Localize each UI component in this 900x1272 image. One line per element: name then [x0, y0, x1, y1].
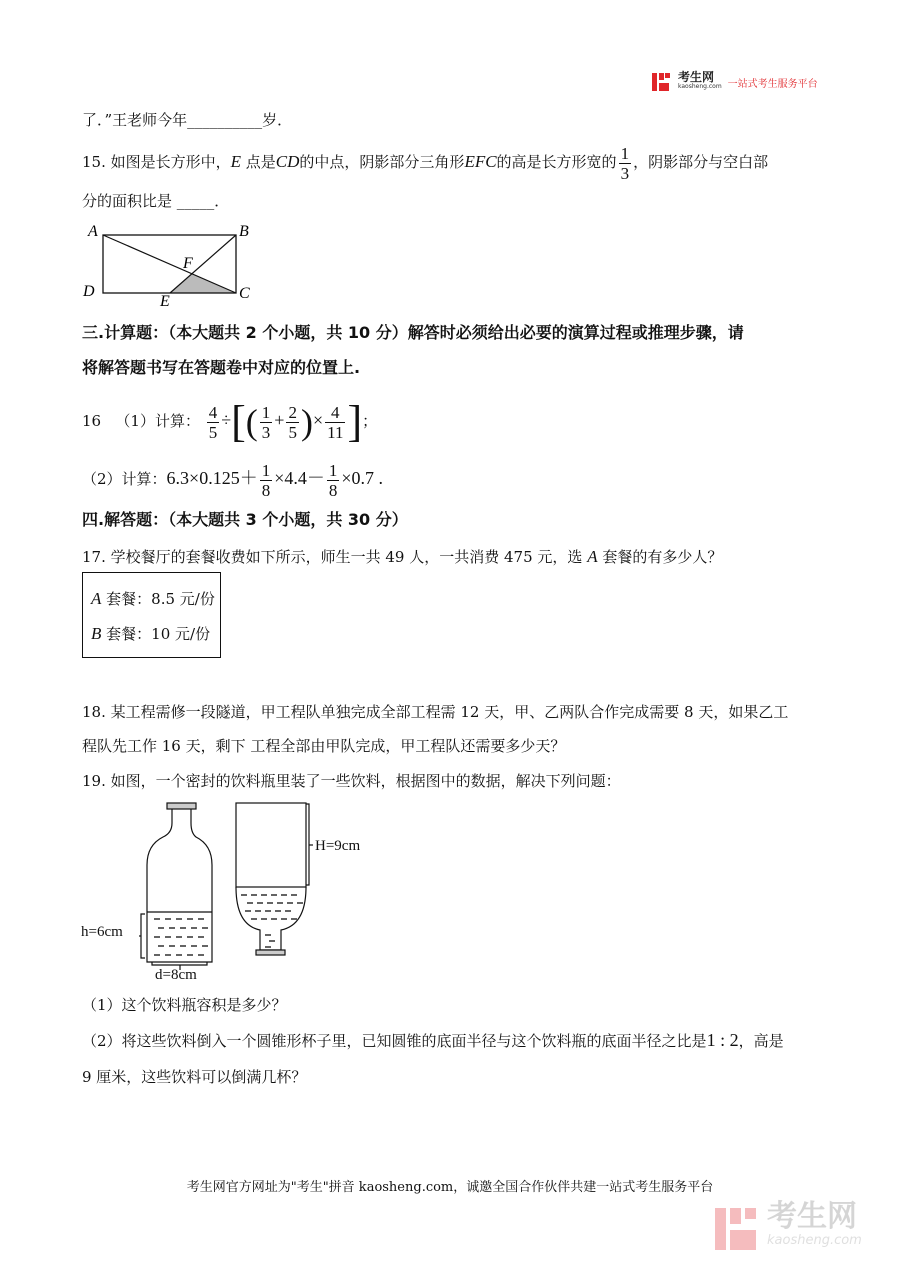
q19-part1: （1）这个饮料瓶容积是多少？	[82, 996, 287, 1014]
q14-tail: 了．”王老师今年__________岁．	[82, 111, 293, 129]
svg-text:H=9cm: H=9cm	[315, 838, 361, 854]
menu-price-box	[82, 572, 221, 658]
q16-part2: （2）计算：6.3×0.125＋ $\frac{1}{8}$ ×4.4－ $\frac{1}{8}$ ×0.7 .	[82, 460, 384, 500]
menu-item-a: A 套餐：8.5 元/份	[91, 589, 215, 608]
q19-part2-line2: 9 厘米，这些饮料可以倒满几杯？	[82, 1068, 307, 1086]
q15-line1: 15. 如图是长方形中，E 点是CD的中点，阴影部分三角形EFC的高是长方形宽的 $\frac{1}{3}$ ，阴影部分与空白部	[82, 143, 769, 183]
svg-text:F: F	[183, 255, 193, 272]
header-slogan: 一站式考生服务平台	[727, 78, 818, 90]
section4-title: 四.解答题：（本大题共 3 个小题，共 30 分）	[82, 510, 408, 529]
svg-text:B: B	[239, 223, 249, 240]
bottle-diagram	[75, 795, 385, 985]
watermark-logo: 考生网 kaosheng.com	[715, 1205, 862, 1253]
q18-line2: 程队先工作 16 天，剩下 工程全部由甲队完成，甲工程队还需要多少天？	[82, 737, 566, 755]
svg-text:d=8cm: d=8cm	[155, 967, 197, 983]
shaded-triangle-efc	[170, 274, 236, 293]
q18-line1: 18. 某工程需修一段隧道，甲工程队单独完成全部工程需 12 天，甲、乙两队合作完成需要 8 天，如果乙工	[82, 703, 789, 721]
section3-title: 三.计算题：（本大题共 2 个小题，共 10 分）解答时必须给出必要的演算过程或推理步骤，请	[82, 323, 744, 342]
q19-part2-line1: （2）将这些饮料倒入一个圆锥形杯子里，已知圆锥的底面半径与这个饮料瓶的底面半径之比是1 : 2，高是	[82, 1030, 784, 1050]
rectangle-diagram	[75, 218, 265, 313]
svg-text:E: E	[160, 293, 170, 310]
logo-icon	[652, 72, 672, 92]
q17-text: 17. 学校餐厅的套餐收费如下所示，师生一共 49 人，一共消费 475 元，选 A 套餐的有多少人？	[82, 547, 723, 566]
svg-text:C: C	[239, 285, 250, 302]
menu-item-b: B 套餐：10 元/份	[91, 624, 211, 643]
header-logo: 考生网 kaosheng.com 一站式考生服务平台	[652, 72, 818, 92]
section3-subtitle: 将解答题书写在答题卷中对应的位置上.	[82, 358, 361, 377]
svg-text:h=6cm: h=6cm	[81, 924, 123, 940]
q19-intro: 19. 如图，一个密封的饮料瓶里装了一些饮料，根据图中的数据，解决下列问题：	[82, 772, 621, 790]
watermark-icon	[715, 1206, 759, 1252]
svg-text:D: D	[83, 283, 95, 300]
svg-text:A: A	[88, 223, 98, 240]
q15-line2: 分的面积比是 _____．	[82, 192, 230, 210]
q16-part1: 16 （1）计算： $\frac{4}{5}$ ÷[( $\frac{1}{3}$ + $\frac{2}{5}$ )× $\frac{4}{11}$ ]；	[82, 397, 378, 446]
footer-text: 考生网官方网址为"考生"拼音 kaosheng.com，诚邀全国合作伙伴共建一站式考生服务平台	[186, 1180, 714, 1195]
